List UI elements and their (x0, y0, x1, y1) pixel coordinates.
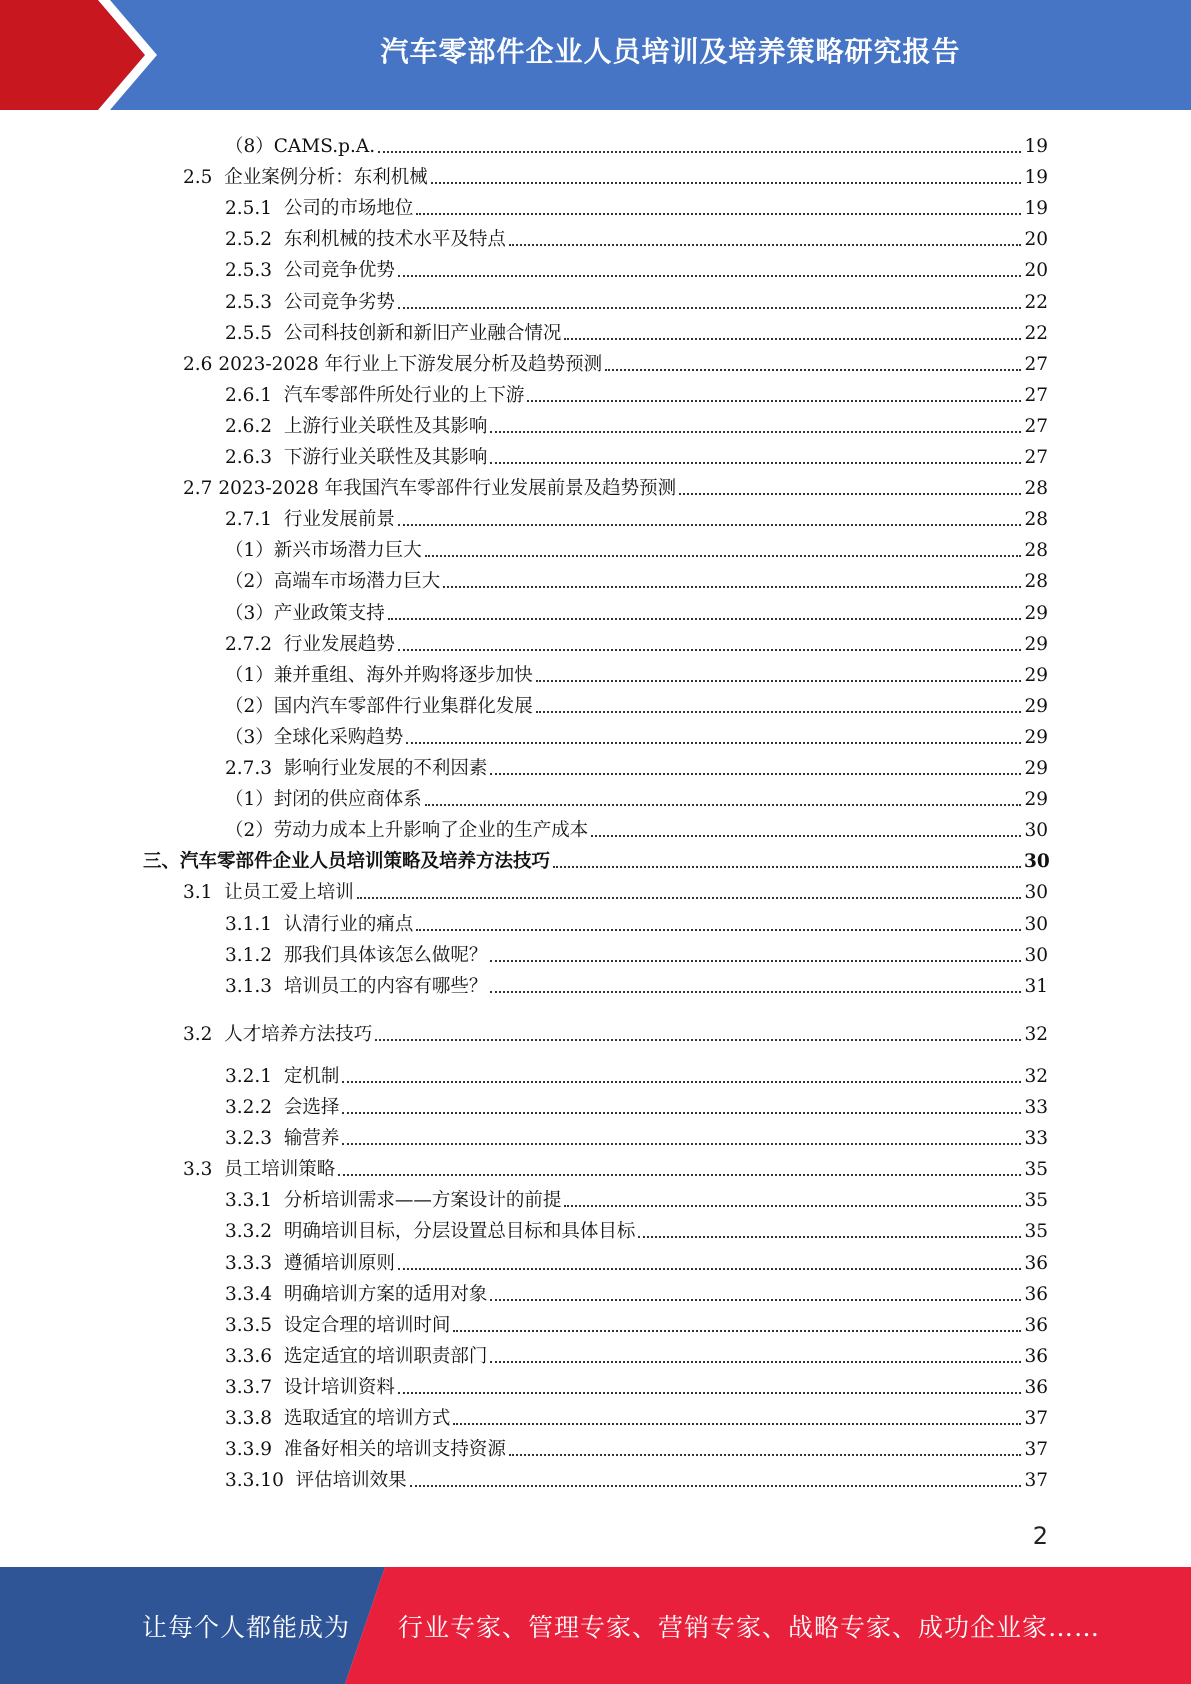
toc-entry-number: 2.7.1 (225, 509, 284, 531)
toc-dot-leader (509, 244, 1021, 246)
toc-dot-leader (527, 400, 1021, 402)
toc-entry[interactable] (225, 1119, 1048, 1150)
toc-entry[interactable] (225, 1181, 1048, 1212)
toc-dot-leader (509, 1454, 1021, 1456)
toc-entry-title: 封闭的供应商体系 (273, 789, 422, 811)
toc-dot-leader (490, 1361, 1021, 1363)
toc-entry-number: 2.7 (183, 478, 219, 500)
toc-entry[interactable] (225, 500, 1048, 531)
toc-entry-title: 兼并重组、海外并购将逐步加快 (273, 664, 533, 686)
toc-entry-number: 3.1.1 (225, 913, 284, 935)
toc-entry[interactable] (225, 749, 1048, 780)
toc-entry-title: 定机制 (283, 1065, 340, 1087)
toc-entry-title: 影响行业发展的不利因素 (283, 758, 488, 779)
toc-dot-leader (398, 307, 1021, 309)
toc-entry-number: 2.5.1 (225, 198, 284, 220)
toc-entry-page: 36 (1024, 1376, 1048, 1398)
toc-entry-title: 让员工爱上培训 (224, 882, 354, 904)
toc-dot-leader (490, 991, 1021, 993)
toc-entry-page: 29 (1024, 789, 1048, 811)
toc-entry-page: 36 (1024, 1314, 1048, 1336)
toc-dot-leader (398, 1392, 1021, 1394)
toc-entry-number: 2.7.2 (225, 633, 284, 655)
toc-dot-leader (490, 773, 1021, 775)
toc-dot-leader (490, 431, 1021, 433)
toc-entry-page: 29 (1024, 633, 1048, 655)
toc-entry-title: 准备好相关的培训支持资源 (283, 1439, 506, 1461)
toc-entry-number: 3.2.1 (225, 1065, 284, 1087)
toc-entry-title: 汽车零部件所处行业的上下游 (283, 384, 525, 406)
toc-entry-page: 37 (1024, 1470, 1048, 1492)
toc-dot-leader (357, 897, 1021, 899)
footer-slogan-right: 行业专家、管理专家、营销专家、战略专家、成功企业家…… (398, 1612, 1101, 1642)
toc-entry-page: 31 (1024, 975, 1048, 997)
toc-entry-page: 35 (1024, 1221, 1048, 1243)
toc-entry-number: 3.3.5 (225, 1314, 284, 1336)
toc-entry-page: 22 (1024, 291, 1048, 313)
toc-entry[interactable] (225, 687, 1048, 718)
toc-entry-title: 新兴市场潜力巨大 (273, 540, 422, 562)
toc-entry-number: 3.2.3 (225, 1128, 284, 1150)
toc-entry-page: 19 (1024, 198, 1048, 220)
toc-dot-leader (453, 1330, 1021, 1332)
toc-entry-number: 2.5.2 (225, 229, 284, 251)
toc-entry[interactable] (225, 314, 1048, 345)
toc-entry-number: 2.5.3 (225, 291, 284, 313)
toc-entry-page: 32 (1024, 1065, 1048, 1087)
toc-entry-number: 2.6 (183, 353, 219, 375)
toc-entry-title: 那我们具体该怎么做呢？ (283, 944, 488, 966)
toc-entry-title: 高端车市场潜力巨大 (273, 571, 441, 593)
toc-dot-leader (375, 1039, 1021, 1041)
toc-entry-page: 29 (1024, 695, 1048, 717)
toc-dot-leader (564, 338, 1021, 340)
toc-entry-title: 明确培训目标，分层设置总目标和具体目标 (283, 1221, 636, 1243)
toc-entry-title: 遵循培训原则 (283, 1252, 395, 1274)
toc-entry-title: 国内汽车零部件行业集群化发展 (273, 695, 533, 717)
toc-entry-page: 35 (1024, 1190, 1048, 1212)
toc-entry[interactable] (225, 562, 1048, 593)
toc-entry-title: 下游行业关联性及其影响 (283, 447, 488, 468)
toc-entry-number: （2） (225, 695, 274, 717)
toc-entry-page: 28 (1024, 509, 1048, 531)
toc-dot-leader (388, 618, 1021, 620)
toc-entry-title: 2023-2028 年我国汽车零部件行业发展前景及趋势预测 (218, 478, 677, 500)
toc-entry-title: 全球化采购趋势 (273, 726, 404, 748)
toc-entry-title: 企业案例分析：东利机械 (224, 167, 428, 189)
toc-entry[interactable] (225, 127, 1048, 158)
toc-entry-title: 设定合理的培训时间 (283, 1314, 451, 1336)
toc-entry-number: 3.3.6 (225, 1345, 284, 1367)
toc-entry[interactable] (143, 842, 1048, 873)
toc-entry-page: 27 (1024, 353, 1048, 375)
toc-entry[interactable] (225, 283, 1048, 314)
toc-entry[interactable] (225, 251, 1048, 282)
toc-entry-number: （3） (225, 602, 274, 624)
toc-entry-number: 2.5.3 (225, 260, 284, 282)
toc-dot-leader (398, 275, 1021, 277)
toc-entry-number: 2.6.3 (225, 447, 284, 468)
toc-entry[interactable] (225, 376, 1048, 407)
toc-dot-leader (490, 960, 1021, 962)
toc-entry-number: 3.1 (183, 882, 225, 904)
toc-entry-page: 30 (1024, 820, 1048, 842)
toc-entry[interactable] (225, 1368, 1048, 1399)
toc-entry-page: 36 (1024, 1345, 1048, 1367)
toc-dot-leader (638, 1236, 1021, 1238)
toc-entry-number: 3.3.4 (225, 1283, 284, 1305)
toc-entry[interactable] (225, 1275, 1048, 1306)
toc-dot-leader (605, 369, 1021, 371)
toc-entry-number: （2） (225, 571, 274, 593)
toc-entry-number: （3） (225, 726, 274, 748)
toc-dot-leader (591, 835, 1021, 837)
toc-entry-title: 汽车零部件企业人员培训策略及培养方法技巧 (180, 851, 551, 873)
toc-entry-number: 2.6.2 (225, 415, 284, 437)
toc-entry-number: 2.5 (183, 167, 225, 189)
toc-entry-page: 20 (1024, 229, 1048, 251)
toc-entry-title: 分析培训需求——方案设计的前提 (283, 1190, 562, 1212)
toc-entry-number: （8） (225, 136, 274, 157)
toc-entry-number: 3.3 (183, 1159, 225, 1181)
toc-entry[interactable] (225, 1212, 1048, 1243)
page-number: 2 (1032, 1522, 1048, 1550)
toc-dot-leader (416, 929, 1021, 931)
toc-dot-leader (443, 586, 1021, 588)
page-header (0, 0, 1191, 110)
toc-entry-page: 36 (1024, 1283, 1048, 1305)
toc-entry-number: （1） (225, 540, 274, 562)
toc-dot-leader (453, 1423, 1021, 1425)
toc-entry-page: 33 (1024, 1097, 1048, 1118)
toc-entry-title: 公司竞争优势 (283, 260, 395, 282)
toc-entry-page: 28 (1024, 571, 1048, 593)
toc-entry-number: 3.3.8 (225, 1408, 284, 1429)
toc-dot-leader (679, 493, 1021, 495)
toc-entry-page: 20 (1024, 260, 1048, 282)
toc-dot-leader (564, 1205, 1021, 1207)
toc-dot-leader (490, 462, 1021, 464)
toc-entry[interactable] (225, 594, 1048, 625)
toc-entry-page: 33 (1024, 1128, 1048, 1150)
toc-entry-number: 3.3.3 (225, 1252, 284, 1274)
toc-entry[interactable] (225, 718, 1048, 749)
toc-entry-page: 29 (1024, 602, 1048, 624)
toc-entry-title: 2023-2028 年行业上下游发展分析及趋势预测 (218, 353, 603, 375)
toc-dot-leader (410, 1485, 1021, 1487)
toc-entry[interactable] (183, 1015, 1048, 1046)
toc-dot-leader (342, 1081, 1021, 1083)
toc-entry[interactable] (225, 1057, 1048, 1088)
toc-entry-title: 公司科技创新和新旧产业融合情况 (283, 322, 562, 344)
toc-entry-page: 28 (1024, 540, 1048, 562)
toc-entry-page: 36 (1024, 1252, 1048, 1274)
toc-entry[interactable] (225, 1088, 1048, 1119)
toc-entry-number: 3.2.2 (225, 1097, 284, 1118)
toc-dot-leader (406, 742, 1021, 744)
toc-entry-page: 37 (1024, 1408, 1048, 1429)
toc-entry[interactable] (183, 158, 1048, 189)
toc-entry-page: 27 (1024, 447, 1048, 468)
toc-entry[interactable] (183, 873, 1048, 904)
toc-entry[interactable] (183, 1150, 1048, 1181)
toc-entry[interactable] (225, 1244, 1048, 1275)
page-footer (0, 1567, 1191, 1684)
toc-entry-title: CAMS.p.A. (273, 136, 376, 157)
toc-entry[interactable] (225, 1430, 1048, 1461)
toc-entry-number: 3.3.9 (225, 1439, 284, 1461)
toc-entry[interactable] (225, 625, 1048, 656)
toc-entry[interactable] (225, 905, 1048, 936)
toc-entry-page: 29 (1024, 664, 1048, 686)
toc-entry-title: 劳动力成本上升影响了企业的生产成本 (273, 820, 589, 842)
toc-entry-title: 上游行业关联性及其影响 (283, 415, 488, 437)
toc-entry-title: 设计培训资料 (283, 1376, 395, 1398)
toc-entry-page: 37 (1024, 1439, 1048, 1461)
toc-entry-number: 2.7.3 (225, 758, 284, 779)
toc-entry-page: 27 (1024, 384, 1048, 406)
toc-dot-leader (431, 182, 1021, 184)
toc-entry[interactable] (225, 1399, 1048, 1430)
toc-dot-leader (398, 524, 1021, 526)
toc-entry[interactable] (225, 1337, 1048, 1368)
toc-entry-page: 30 (1024, 944, 1048, 966)
toc-entry-title: 员工培训策略 (224, 1159, 336, 1181)
toc-entry[interactable] (225, 1306, 1048, 1337)
toc-entry-number: 3.3.7 (225, 1376, 284, 1398)
toc-entry-number: 3.1.2 (225, 944, 284, 966)
toc-entry-title: 公司竞争劣势 (283, 291, 395, 313)
toc-entry-page: 29 (1024, 758, 1048, 779)
report-title: 汽车零部件企业人员培训及培养策略研究报告 (380, 35, 961, 68)
toc-dot-leader (378, 151, 1021, 153)
toc-entry-number: 3.3.10 (225, 1470, 296, 1492)
toc-entry-page: 27 (1024, 415, 1048, 437)
toc-entry-page: 28 (1024, 478, 1048, 500)
toc-entry-title: 输营养 (283, 1128, 340, 1150)
toc-entry-number: 3.2 (183, 1023, 225, 1045)
toc-entry-number: （1） (225, 789, 274, 811)
toc-entry[interactable] (225, 407, 1048, 438)
toc-dot-leader (425, 555, 1021, 557)
toc-entry-page: 19 (1024, 136, 1048, 157)
toc-entry-page: 30 (1024, 851, 1050, 873)
toc-entry-title: 明确培训方案的适用对象 (283, 1283, 488, 1305)
toc-entry-title: 产业政策支持 (273, 602, 385, 624)
toc-entry-title: 行业发展前景 (283, 509, 395, 531)
toc-dot-leader (553, 866, 1021, 868)
toc-entry[interactable] (225, 656, 1048, 687)
toc-entry-number: 3.3.2 (225, 1221, 284, 1243)
toc-entry[interactable] (225, 531, 1048, 562)
toc-entry-title: 评估培训效果 (295, 1470, 407, 1492)
toc-dot-leader (536, 711, 1021, 713)
toc-entry-title: 选取适宜的培训方式 (283, 1408, 451, 1429)
toc-entry-number: （2） (225, 820, 274, 842)
toc-entry-number: （1） (225, 664, 274, 686)
toc-entry-page: 32 (1024, 1023, 1048, 1045)
toc-dot-leader (425, 804, 1021, 806)
toc-entry[interactable] (225, 967, 1048, 998)
red-arrow-logo (0, 0, 160, 110)
toc-dot-leader (536, 680, 1021, 682)
toc-dot-leader (398, 649, 1021, 651)
toc-entry-number: 3.3.1 (225, 1190, 284, 1212)
toc-entry[interactable] (183, 345, 1048, 376)
toc-entry-title: 人才培养方法技巧 (224, 1023, 373, 1045)
toc-dot-leader (416, 213, 1021, 215)
toc-entry-number: 2.6.1 (225, 384, 284, 406)
toc-entry[interactable] (225, 189, 1048, 220)
toc-entry-page: 30 (1024, 882, 1048, 904)
toc-entry-title: 认清行业的痛点 (283, 913, 414, 935)
toc-entry[interactable] (183, 469, 1048, 500)
toc-entry-title: 行业发展趋势 (283, 633, 395, 655)
toc-entry-page: 30 (1024, 913, 1048, 935)
toc-entry-page: 22 (1024, 322, 1048, 344)
toc-entry-title: 培训员工的内容有哪些？ (283, 975, 488, 997)
footer-slogan-left: 让每个人都能成为 (142, 1612, 351, 1642)
toc-entry-number: 3.1.3 (225, 975, 284, 997)
toc-entry[interactable] (225, 220, 1048, 251)
toc-entry-number: 三、 (143, 851, 181, 873)
toc-entry[interactable] (225, 811, 1048, 842)
toc-entry-page: 35 (1024, 1159, 1048, 1181)
toc-entry-page: 29 (1024, 726, 1048, 748)
toc-entry[interactable] (225, 936, 1048, 967)
toc-entry[interactable] (225, 1461, 1048, 1492)
toc-entry-page: 19 (1024, 167, 1048, 189)
toc-entry-title: 选定适宜的培训职责部门 (283, 1345, 488, 1367)
toc-entry-title: 公司的市场地位 (283, 198, 414, 220)
toc-dot-leader (342, 1143, 1021, 1145)
toc-dot-leader (342, 1112, 1021, 1114)
toc-dot-leader (490, 1299, 1021, 1301)
toc-entry-title: 会选择 (283, 1097, 340, 1118)
toc-dot-leader (338, 1174, 1021, 1176)
toc-entry[interactable] (225, 780, 1048, 811)
toc-dot-leader (398, 1268, 1021, 1270)
toc-entry-title: 东利机械的技术水平及特点 (283, 229, 506, 251)
toc-entry-number: 2.5.5 (225, 322, 284, 344)
toc-entry[interactable] (225, 438, 1048, 469)
